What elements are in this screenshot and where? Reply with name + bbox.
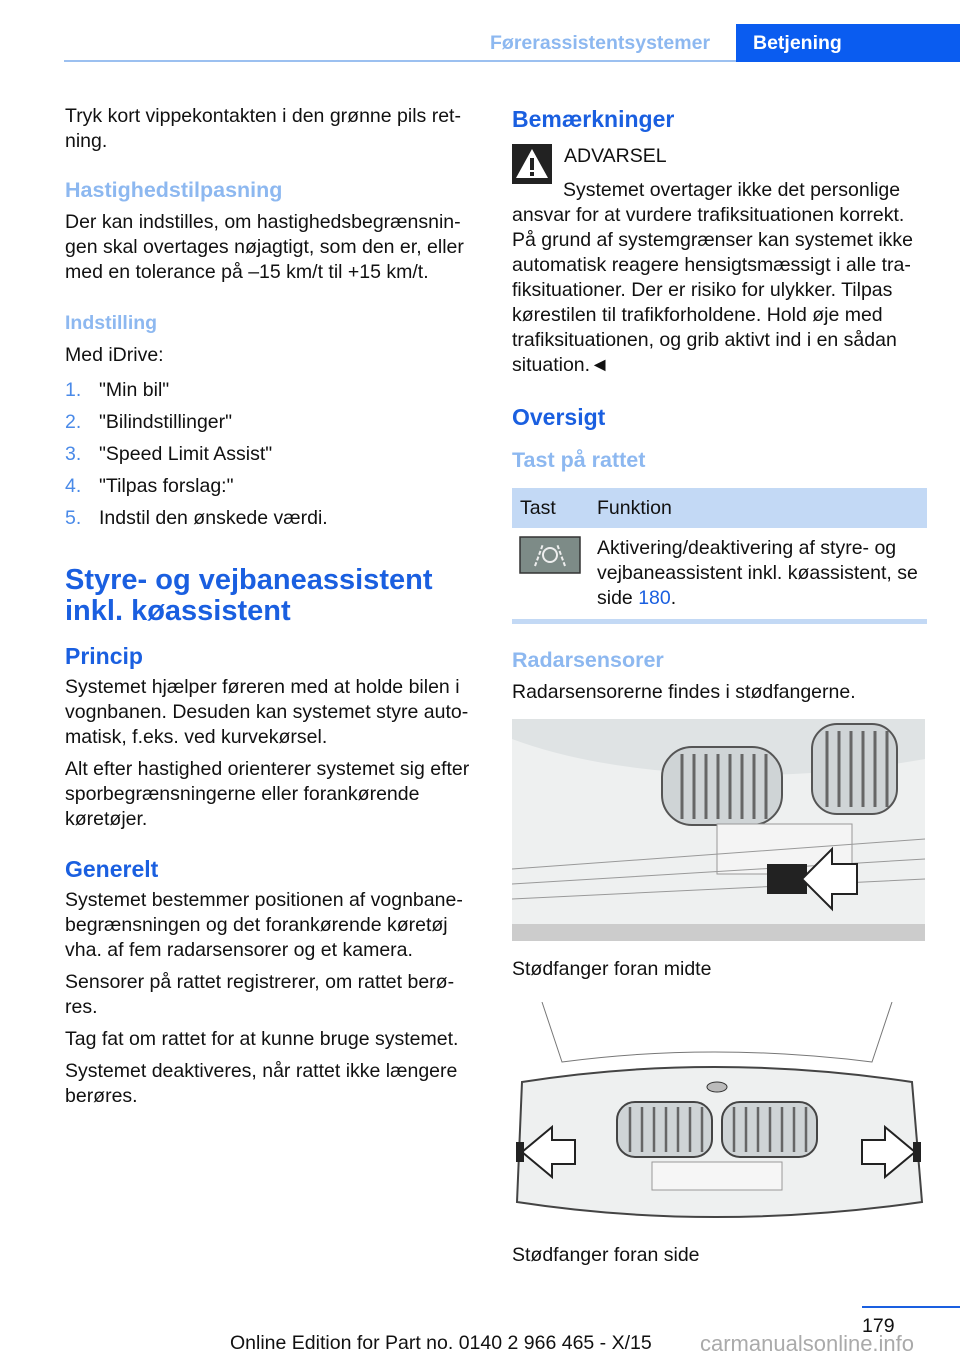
heading-setting: Indstilling [65,312,158,334]
general-text: Sensorer på rattet registrerer, om rattet berøres. [65,971,455,1018]
heading-principle: Princip [65,643,143,669]
bumper-front-side-image [512,1002,925,1227]
general-text: Systemet deaktiveres, når rattet ikke længere berøres. [65,1060,458,1107]
heading-notes: Bemærkninger [512,106,675,132]
heading-button: Tast på rattet [512,448,646,472]
list-item [65,378,480,403]
step-text: "Bilindstillinger" [99,411,233,433]
row-text: Aktivering/deaktivering af styre- og vejbaneassistent inkl. køassistent, se side [597,537,918,609]
table-bottom-rule [512,619,927,624]
heading-speed-adjust: Hastighedstilpasning [65,178,283,202]
step-text: "Min bil" [99,379,170,401]
step-number: 5. [65,507,82,529]
header-section[interactable]: Førerassistentsystemer [490,32,711,54]
step-number: 1. [65,379,82,401]
heading-overview: Oversigt [512,404,606,430]
lane-assist-button-icon [519,536,581,574]
heading-radar: Radarsensorer [512,648,664,672]
step-number: 3. [65,443,82,465]
principle-text: Systemet hjælper føreren med at holde bilen i vognbanen. Desuden kan systemet styre automatisk, f.eks. ved kurvekørsel. [65,676,469,748]
setting-text: Med iDrive: [65,344,164,366]
table-row [512,528,927,619]
page-number: 179 [862,1315,895,1337]
header-tab-active[interactable]: Betjening [736,24,960,62]
warning-title: ADVARSEL [564,145,667,167]
warning-triangle-icon [512,144,552,184]
footer-edition: Online Edition for Part no. 0140 2 966 465 - X/15 [230,1332,652,1354]
step-text: Indstil den ønskede værdi. [99,507,328,529]
col-header-tast: Tast [512,488,589,528]
list-item [65,506,480,531]
page-link[interactable]: 180 [638,587,671,609]
page-number-rule [862,1306,960,1308]
radar-text: Radarsensorerne findes i stødfangerne. [512,681,856,703]
heading-general: Generelt [65,856,159,882]
caption-front-side: Stødfanger foran side [512,1244,700,1266]
steps-list [65,378,480,531]
step-text: "Tilpas forslag:" [99,475,234,497]
list-item [65,410,480,435]
button-table [512,488,927,619]
left-column [65,104,480,1116]
warning-text: Systemet overtager ikke det personlige ansvar for at vurdere trafiksituationen korrekt. På grund af systemgrænser kan systemet ikke automatisk reagere hensigtsmæssigt i alle trafiksituationer. Der er risiko for ulykker. Tilpas kørestilen til trafikforholdene. Hold øje med trafiksituationen, og grib aktivt ind i en sådan situation.◄ [512,179,913,376]
watermark: carmanualsonline.info [700,1331,915,1356]
step-number: 4. [65,475,82,497]
caption-front-center: Stødfanger foran midte [512,958,712,980]
row-end: . [670,587,677,609]
bumper-front-center-image [512,719,925,941]
col-header-funktion: Funktion [589,488,927,528]
speed-text: Der kan indstilles, om hastighedsbegrænsningen skal overtages nøjagtigt, som den er, eller med en tolerance på –15 km/t til +15 km/t. [65,211,464,283]
step-text: "Speed Limit Assist" [99,443,273,465]
intro-text: Tryk kort vippekontakten i den grønne pils retning. [65,105,461,152]
general-text: Systemet bestemmer positionen af vognbanebegrænsningen og det forankørende køretøj vha. af fem radarsensorer og et kamera. [65,889,463,961]
step-number: 2. [65,411,82,433]
list-item [65,442,480,467]
list-item [65,474,480,499]
general-text: Tag fat om rattet for at kunne bruge systemet. [65,1028,459,1050]
principle-text: Alt efter hastighed orienterer systemet sig efter sporbegrænsningerne eller forankørende køretøjer. [65,758,470,830]
heading-main: Styre- og vejbaneassistent inkl. køassistent [65,564,433,627]
right-column [512,104,927,1275]
